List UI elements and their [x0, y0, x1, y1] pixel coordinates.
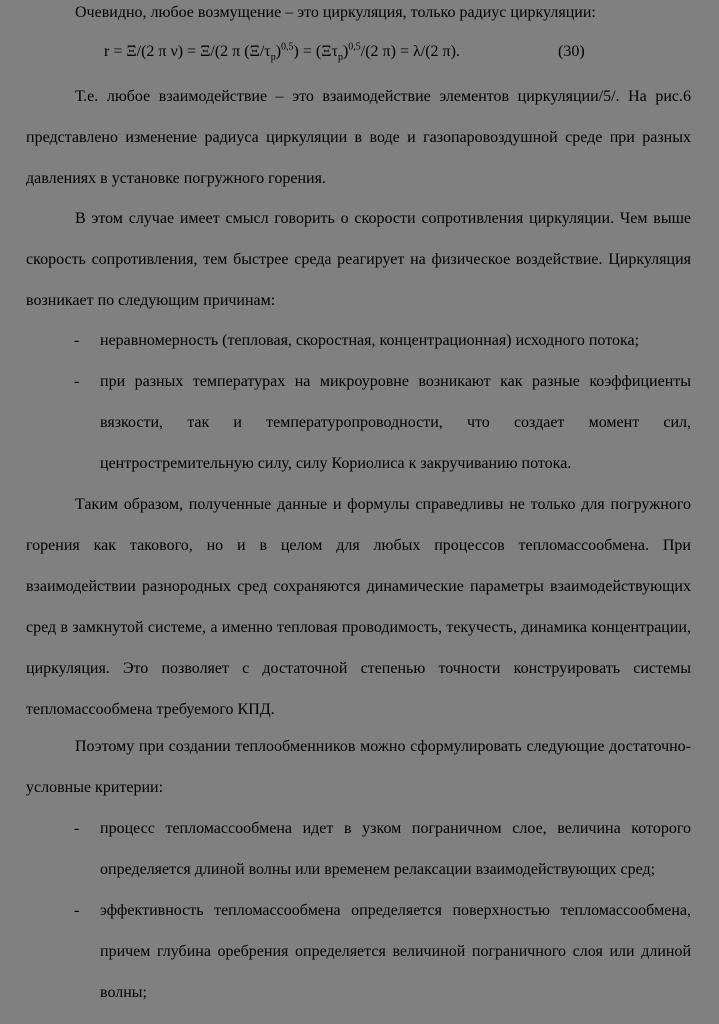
equation-number: (30): [558, 43, 585, 60]
list-dash: -: [74, 902, 80, 919]
paragraph-conclusion: Таким образом, полученные данные и формулы справедливы не только для погружного горения как такового, но и в целом для любых процессов тепломассообмена. При взаимодействии разнородных сред сохраняются динамические параметры взаимодействующих сред в замкнутой системе, а именно тепловая проводимость, текучесть, динамика концентрации, циркуляция. Это позволяет с достаточной степенью точности конструировать системы тепломассообмена требуемого КПД.: [26, 496, 691, 718]
list-item-text: при разных температурах на микроуровне возникают как разные коэффициенты вязкости, так и температуропроводности, что создает момент сил, центростремительную силу, силу Кориолиса к закручиванию потока.: [100, 373, 691, 472]
list-dash: -: [74, 820, 80, 837]
equation-30: [26, 40, 691, 64]
list-dash: -: [74, 373, 80, 390]
paragraph-interaction: Т.е. любое взаимодействие – это взаимодействие элементов циркуляции/5/. На рис.6 представлено изменение радиуса циркуляции в воде и газопаровоздушной среде при разных давлениях в установке погружного горения.: [26, 88, 691, 187]
paragraph-resistance-speed: В этом случае имеет смысл говорить о скорости сопротивления циркуляции. Чем выше скорость сопротивления, тем быстрее среда реагирует на физическое воздействие. Циркуляция возникает по следующим причинам:: [26, 210, 691, 309]
list-item-text: процесс тепломассообмена идет в узком пограничном слое, величина которого определяется длиной волны или временем релаксации взаимодействующих сред;: [100, 820, 691, 878]
paragraph-circulation-intro: Очевидно, любое возмущение – это циркуляция, только радиус циркуляции:: [75, 4, 596, 21]
list-item-text: эффективность тепломассообмена определяется поверхностью тепломассообмена, причем глубина оребрения определяется величиной пограничного слоя или длиной волны;: [100, 902, 691, 1001]
paragraph-criteria-intro: Поэтому при создании теплообменников можно сформулировать следующие достаточно-условные критерии:: [26, 738, 691, 796]
equation-formula: r = Ξ/(2 π ν) = Ξ/(2 π $(\Xi/\tau_p)^{0,5}) = (\Xi\tau_p)^{0,5}/(2$ π) = λ/(2 π).: [104, 41, 460, 64]
list-dash: -: [74, 332, 80, 349]
list-item-text: неравномерность (тепловая, скоростная, концентрационная) исходного потока;: [100, 332, 640, 349]
